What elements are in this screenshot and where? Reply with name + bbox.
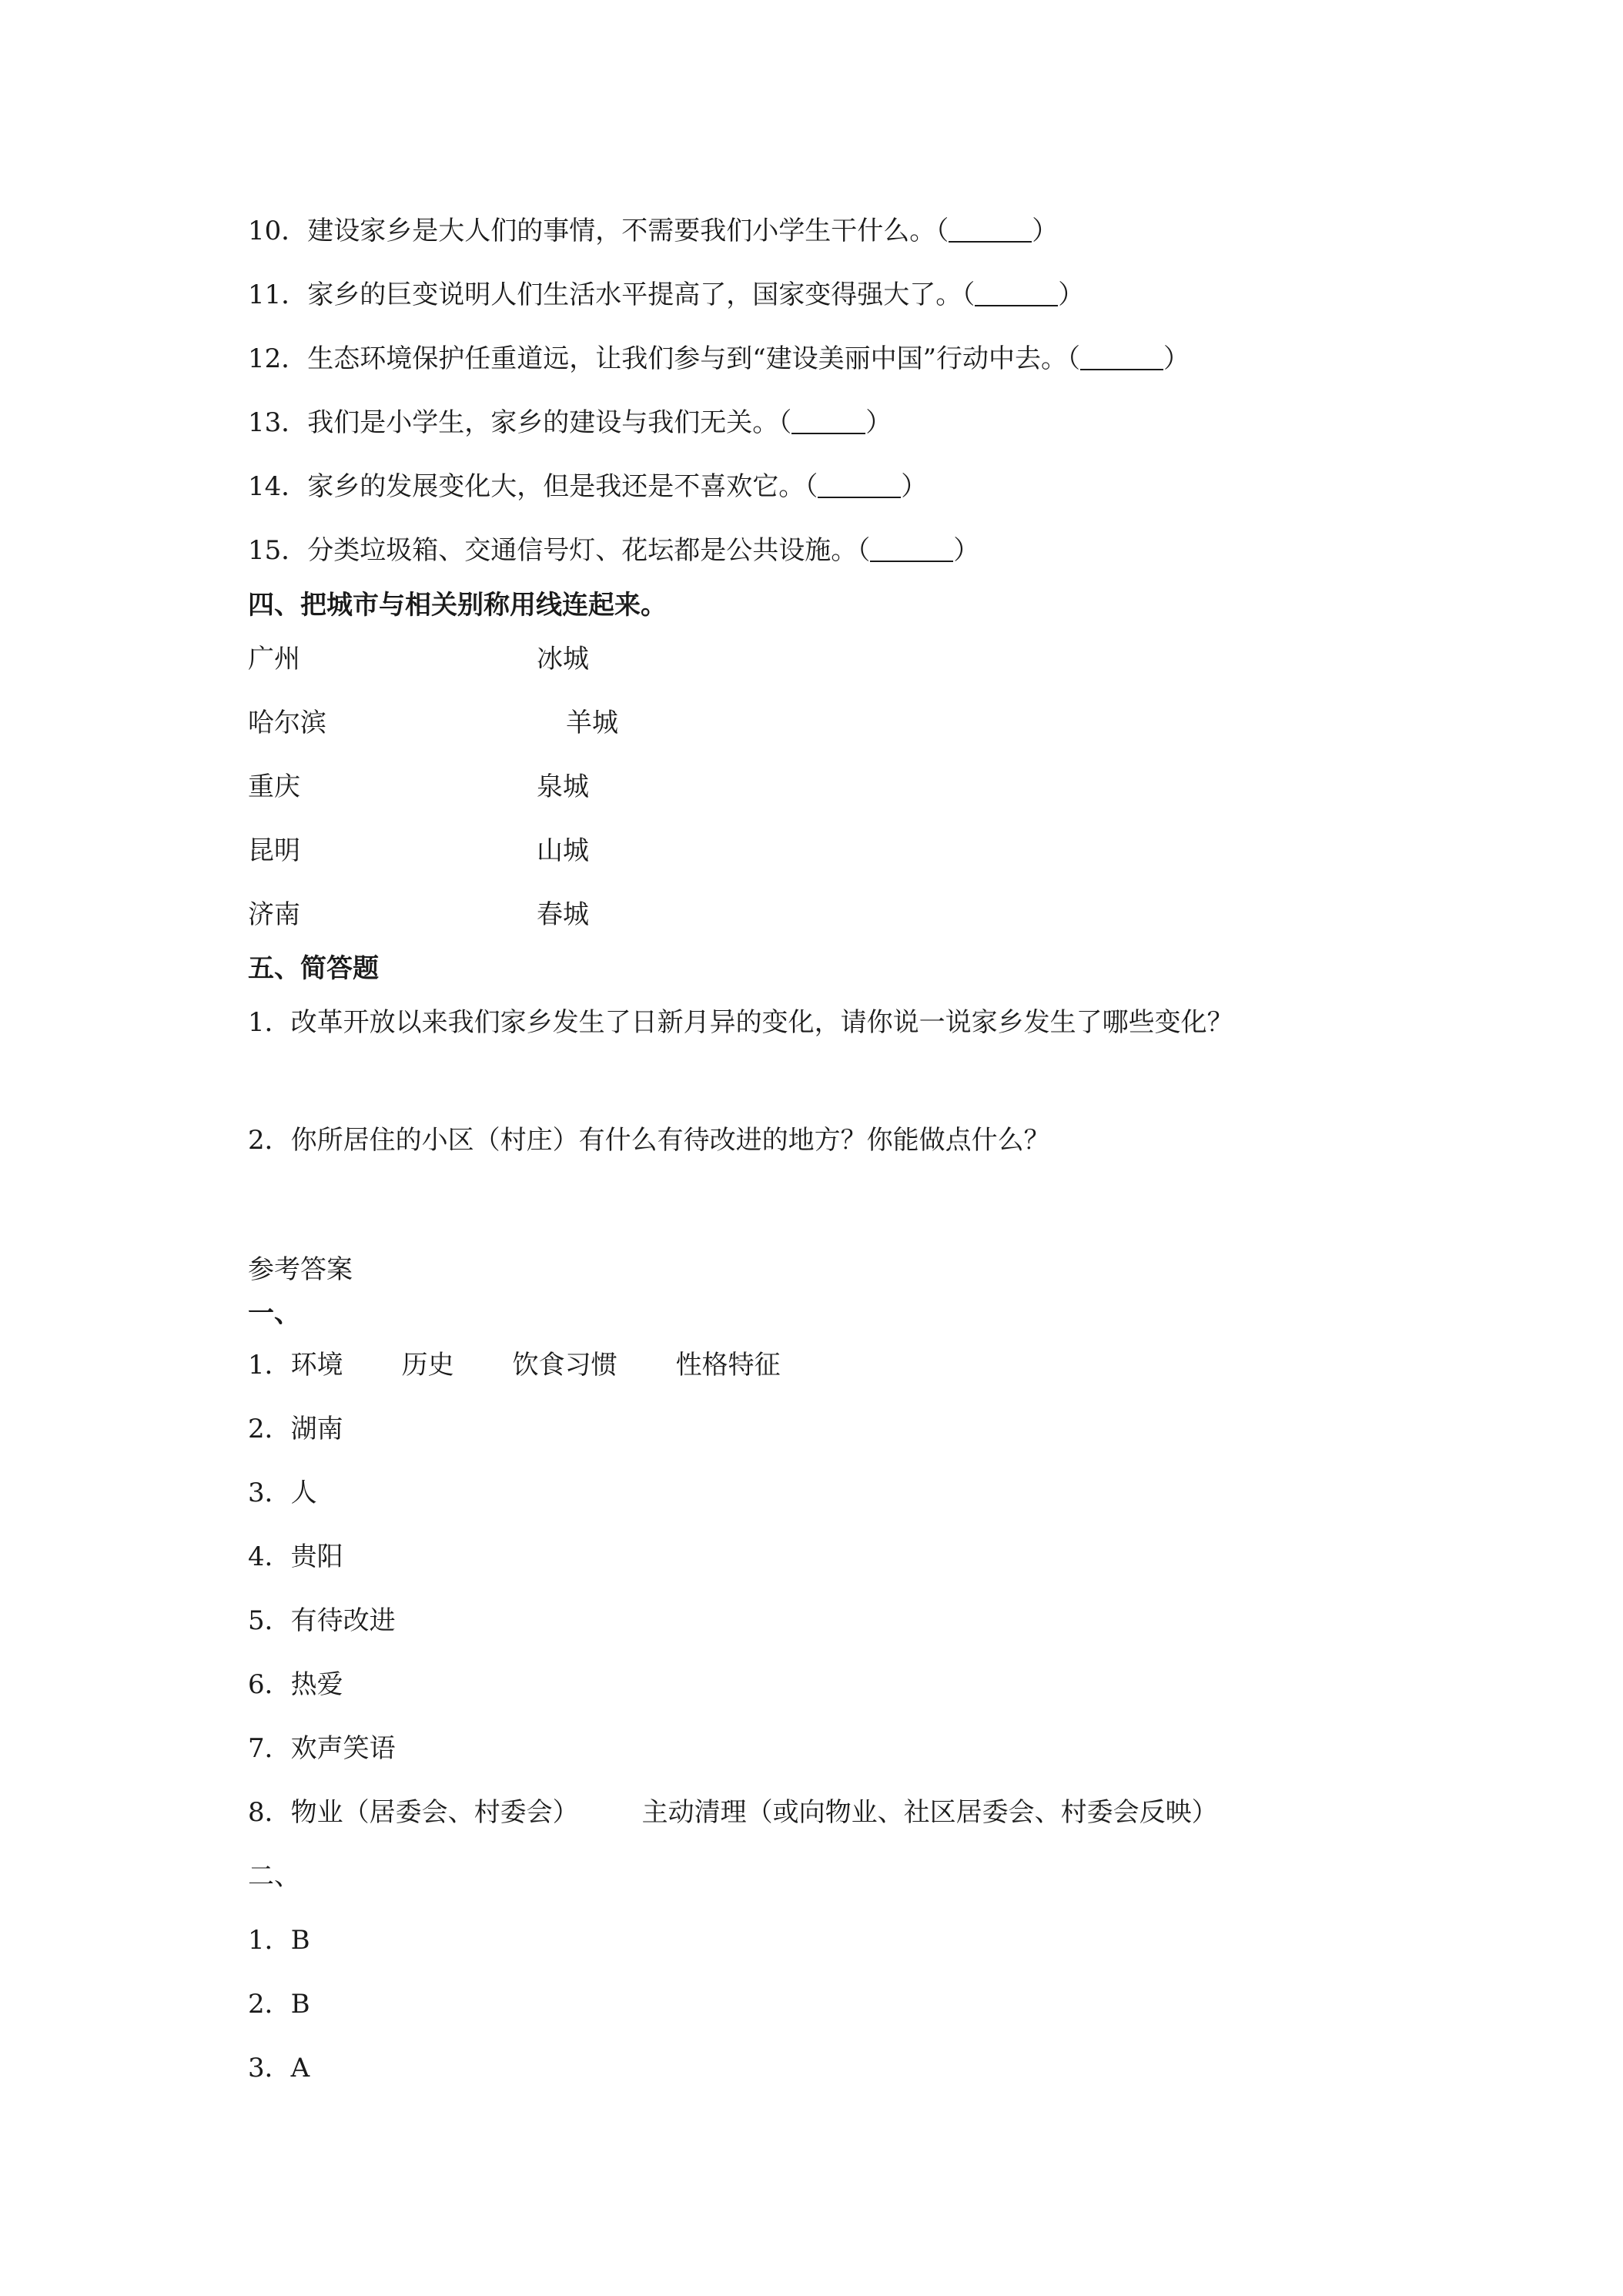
- judgment-item: [248, 406, 892, 440]
- answer-number: 2．: [248, 1414, 291, 1444]
- answer-row: [248, 1476, 317, 1510]
- item-number: 12．: [248, 343, 308, 374]
- answers-title: 参考答案: [248, 1254, 353, 1285]
- item-text: 分类垃圾箱、交通信号灯、花坛都是公共设施。（: [307, 535, 871, 566]
- answer-value: 人: [290, 1478, 317, 1508]
- item-text: 家乡的巨变说明人们生活水平提高了，国家变得强大了。（: [307, 279, 975, 310]
- item-number: 13．: [248, 407, 308, 438]
- answer-value: 欢声笑语: [290, 1733, 396, 1764]
- close-paren: ）: [1032, 216, 1059, 246]
- answer-row: [248, 1796, 1218, 1829]
- judgment-item: [248, 470, 927, 504]
- answer-number: 7．: [248, 1733, 291, 1764]
- answer-part-title: 二、: [248, 1861, 300, 1892]
- answer-value: 湖南: [290, 1414, 343, 1444]
- city-label: 广州: [248, 644, 300, 674]
- answer-value: 有待改进: [290, 1605, 396, 1636]
- item-number: 11．: [248, 279, 308, 310]
- answer-part-title: 一、: [248, 1298, 300, 1329]
- answer-blank: [870, 537, 953, 562]
- answer-number: 2．: [248, 1989, 291, 2020]
- answer-number: 5．: [248, 1605, 291, 1636]
- city-label: 重庆: [248, 771, 300, 802]
- answer-value: 主动清理（或向物业、社区居委会、村委会反映）: [641, 1797, 1218, 1828]
- judgment-item: [248, 278, 1084, 312]
- nickname-label: 春城: [537, 899, 589, 930]
- item-number: 10．: [248, 216, 308, 246]
- answer-value: 热爱: [290, 1669, 343, 1700]
- answer-row: [248, 1923, 310, 1957]
- city-label: 哈尔滨: [248, 708, 326, 738]
- answer-number: 4．: [248, 1541, 291, 1572]
- item-number: 15．: [248, 535, 308, 566]
- question-text: 2．你所居住的小区（村庄）有什么有待改进的地方？你能做点什么？: [248, 1125, 1050, 1156]
- nickname-label: 泉城: [537, 771, 589, 802]
- answer-value: B: [290, 1925, 310, 1956]
- item-number: 14．: [248, 471, 308, 502]
- judgment-item: [248, 342, 1190, 376]
- answer-value: B: [290, 1989, 310, 2020]
- close-paren: ）: [1163, 343, 1190, 374]
- answer-value: 性格特征: [675, 1350, 781, 1381]
- city-label: 济南: [248, 899, 300, 930]
- answer-number: 6．: [248, 1669, 291, 1700]
- answer-blank: [791, 410, 865, 434]
- question-text: 1．改革开放以来我们家乡发生了日新月异的变化，请你说一说家乡发生了哪些变化？: [248, 1007, 1233, 1038]
- section-title: 五、简答题: [248, 953, 379, 984]
- item-text: 家乡的发展变化大，但是我还是不喜欢它。（: [307, 471, 818, 502]
- answer-value: 饮食习惯: [512, 1350, 617, 1381]
- nickname-label: 羊城: [566, 708, 618, 738]
- answer-value: 物业（居委会、村委会）: [290, 1797, 579, 1828]
- close-paren: ）: [1058, 279, 1085, 310]
- answer-row: [248, 1732, 396, 1766]
- answer-row: [248, 1348, 781, 1382]
- city-label: 昆明: [248, 835, 300, 866]
- answer-blank: [1080, 346, 1163, 370]
- close-paren: ）: [901, 471, 928, 502]
- nickname-label: 冰城: [537, 644, 589, 674]
- answer-value: 环境: [290, 1350, 343, 1381]
- judgment-item: [248, 214, 1058, 248]
- answer-number: 8．: [248, 1797, 291, 1828]
- answer-number: 3．: [248, 1478, 291, 1508]
- answer-row: [248, 1987, 310, 2021]
- answer-row: [248, 1668, 343, 1702]
- answer-value: 历史: [401, 1350, 454, 1381]
- answer-row: [248, 1412, 343, 1446]
- answer-number: 1．: [248, 1925, 291, 1956]
- close-paren: ）: [865, 407, 892, 438]
- close-paren: ）: [953, 535, 980, 566]
- answer-row: [248, 2051, 310, 2085]
- answer-row: [248, 1604, 396, 1638]
- answer-row: [248, 1540, 343, 1574]
- section-title: 四、把城市与相关别称用线连起来。: [248, 590, 667, 621]
- judgment-item: [248, 534, 979, 567]
- answer-blank: [949, 218, 1032, 243]
- answer-value: A: [290, 2053, 310, 2083]
- answer-value: 贵阳: [290, 1541, 343, 1572]
- answer-number: 1．: [248, 1350, 291, 1381]
- nickname-label: 山城: [537, 835, 589, 866]
- item-text: 我们是小学生，家乡的建设与我们无关。（: [307, 407, 792, 438]
- answer-number: 3．: [248, 2053, 291, 2083]
- answer-blank: [818, 474, 901, 498]
- answer-blank: [975, 282, 1058, 306]
- item-text: 生态环境保护任重道远，让我们参与到“建设美丽中国”行动中去。（: [307, 343, 1081, 374]
- item-text: 建设家乡是大人们的事情，不需要我们小学生干什么。（: [307, 216, 949, 246]
